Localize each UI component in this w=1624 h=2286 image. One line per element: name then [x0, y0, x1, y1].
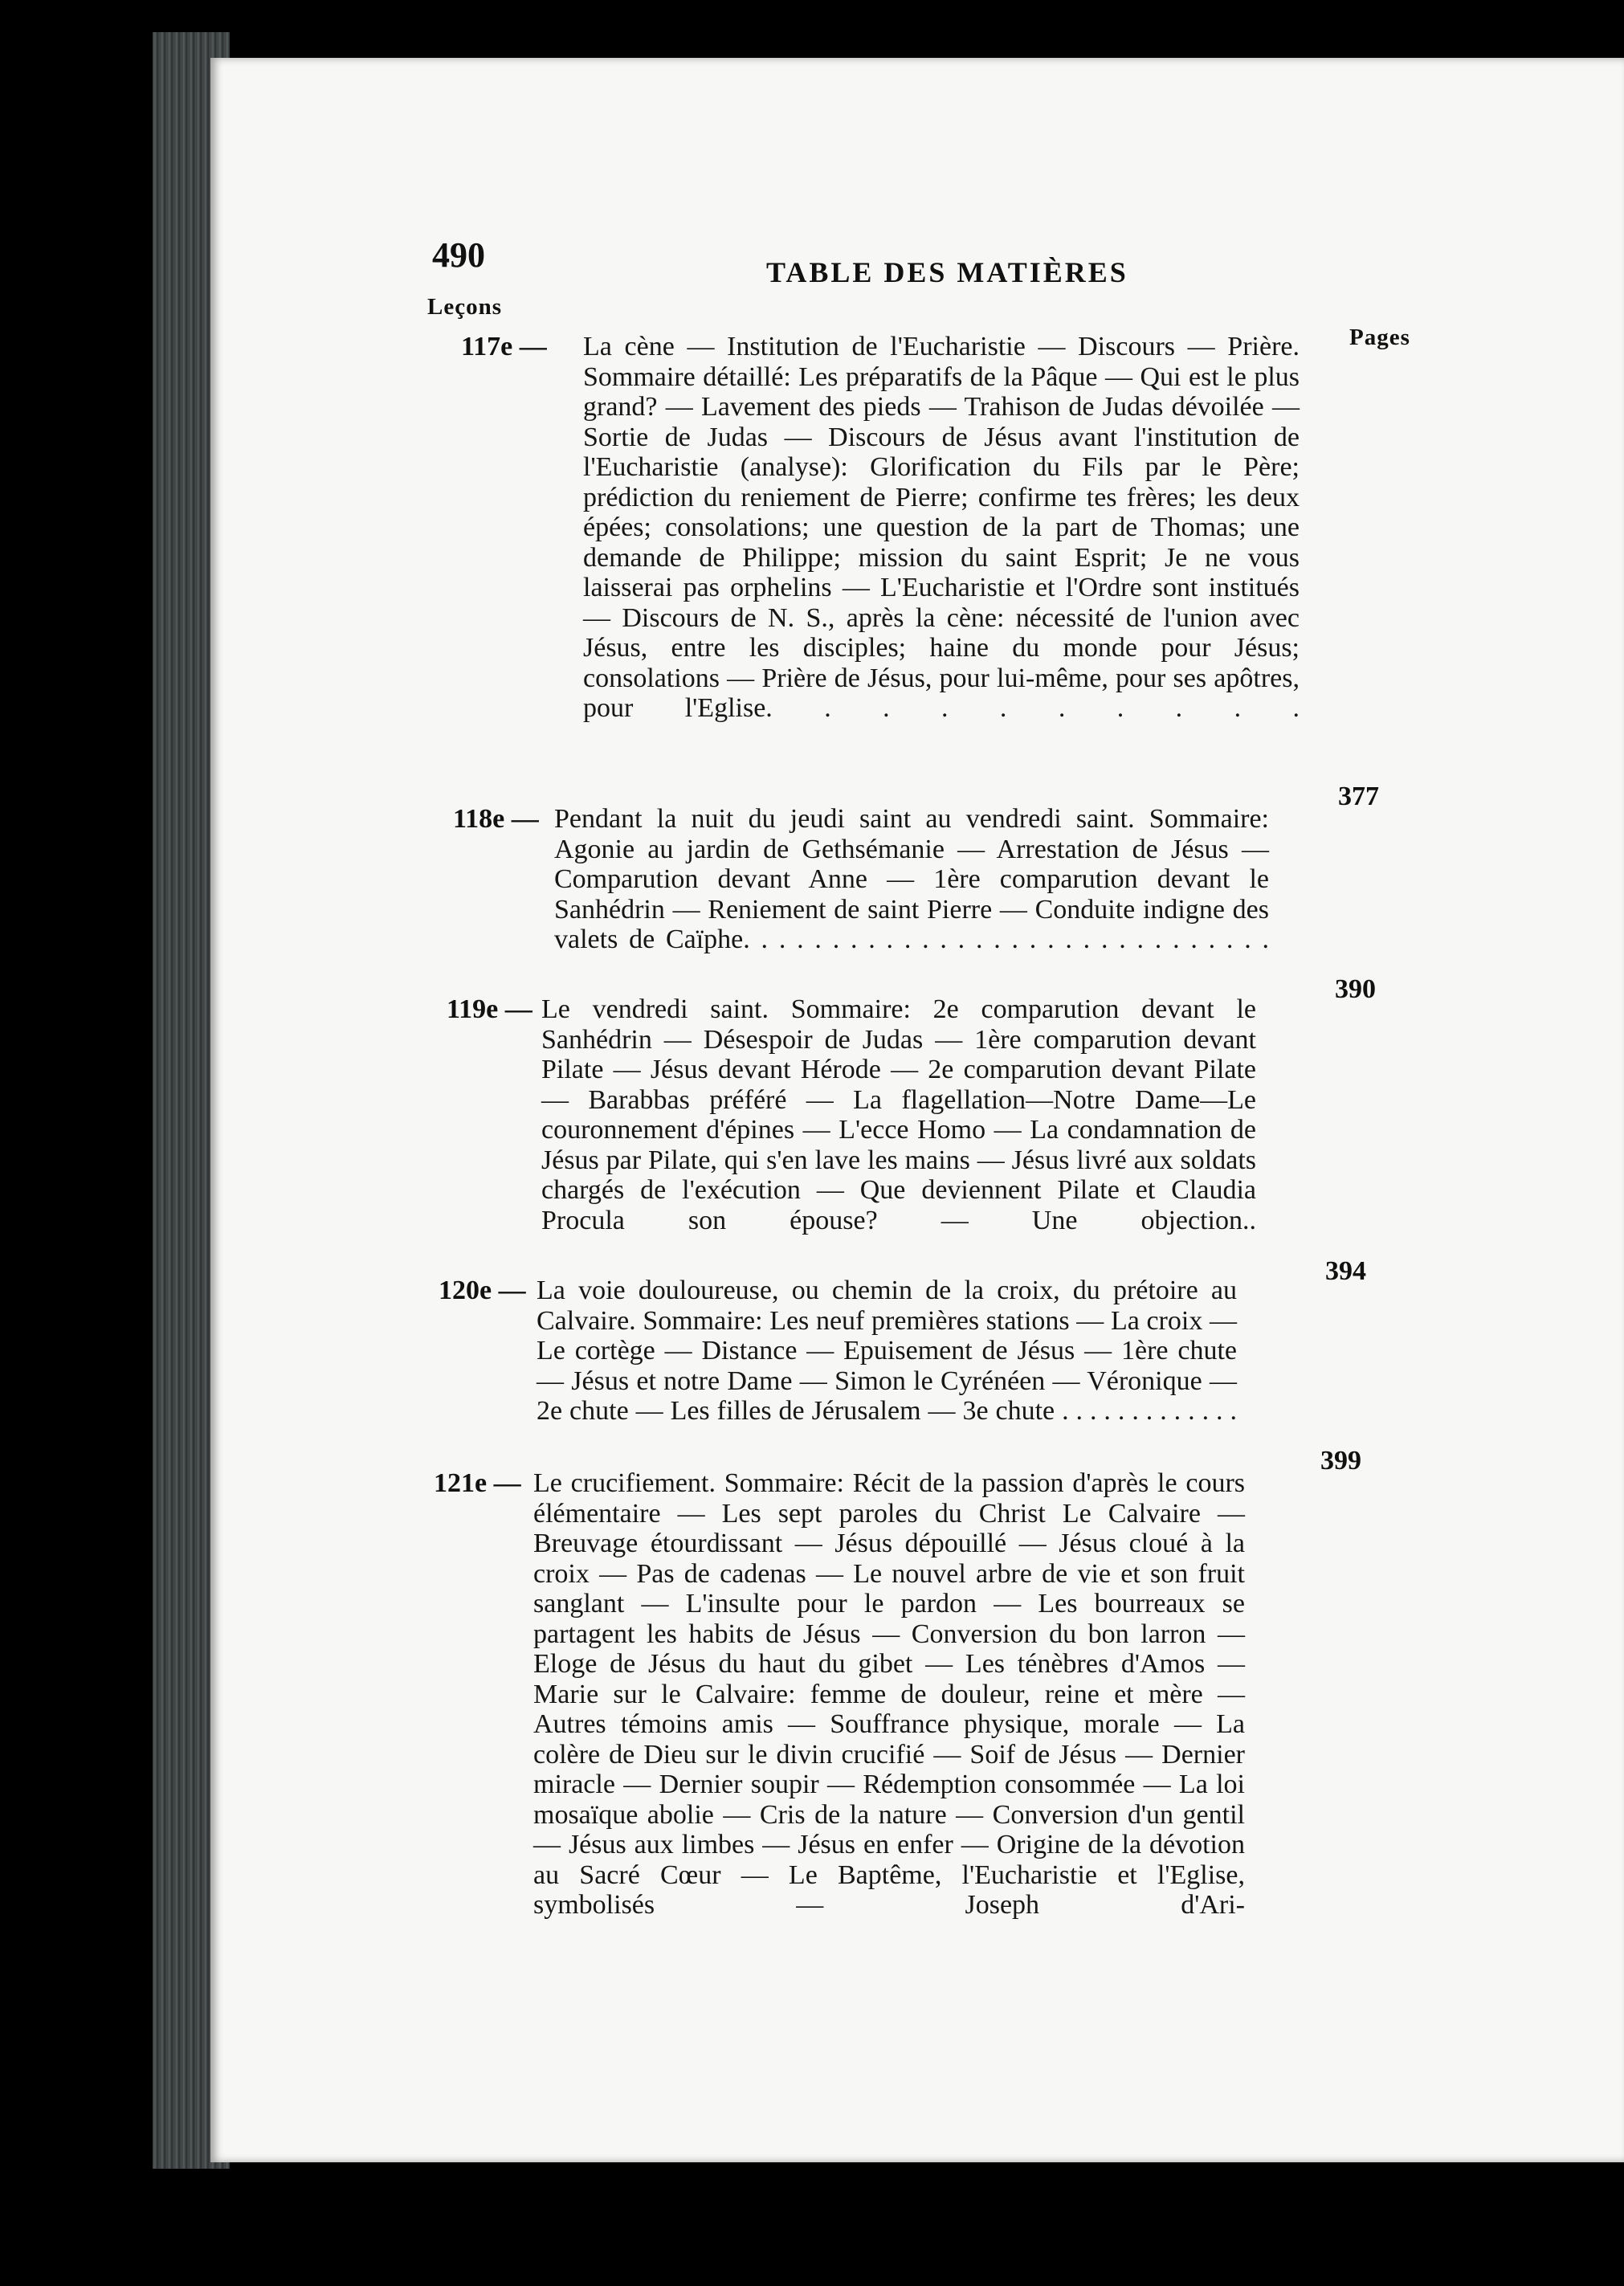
lesson-number: 119e — [447, 994, 532, 1024]
page-reference: 390 [1335, 974, 1376, 1004]
toc-entry-117 [461, 332, 1379, 811]
lesson-number: 120e — [439, 1276, 526, 1305]
toc-entry-118 [453, 804, 1376, 1004]
lesson-number: 117e — [461, 332, 547, 361]
page-number: 490 [432, 235, 485, 275]
toc-entry-120 [439, 1276, 1361, 1476]
entry-description: La cène — Institution de l'Eucharistie — Discours — Prière. Sommaire détaillé: Les préparatifs de la Pâque — Qui est le plus grand? — Lavement des pieds — Trahison de Judas dévoilée — Sortie de Judas — Discours de Jésus avant l'institution de l'Eucharistie (analyse): Glorification du Fils par le Père; prédiction du reniement de Pierre; confirme tes frères; les deux épées; consolations; une question de la part de Thomas; une demande de Philippe; mission du saint Esprit; Je ne vous laisserai pas orphelins — L'Eucharistie et l'Ordre sont institués — Discours de N. S., après la cène: nécessité de l'union avec Jésus, entre les disciples; haine du monde pour Jésus; consolations — Prière de Jésus, pour lui-même, pour ses apôtres, pour l'Eglise. . . . . . . . . . [583, 332, 1300, 723]
entry-description: La voie douloureuse, ou chemin de la croix, du prétoire au Calvaire. Sommaire: Les neuf premières stations — La croix — Le cortège — Distance — Epuisement de Jésus — 1ère chute — Jésus et notre Dame — Simon le Cyrénéen — Véronique — 2e chute — Les filles de Jérusalem — 3e chute . . . . . . . . . . . . . [537, 1276, 1237, 1426]
toc-entry-121 [434, 1468, 1341, 1998]
column-header-pages: Pages [1349, 325, 1410, 350]
entry-description: Le crucifiement. Sommaire: Récit de la passion d'après le cours élémentaire — Les sept paroles du Christ Le Calvaire — Breuvage étourdissant — Jésus dépouillé — Jésus cloué à la croix — Pas de cadenas — Le nouvel arbre de vie et son fruit sanglant — L'insulte pour le pardon — Les bourreaux se partagent les habits de Jésus — Conversion du bon larron — Eloge de Jésus du haut du gibet — Les ténèbres d'Amos — Marie sur le Calvaire: femme de douleur, reine et mère — Autres témoins amis — Souffrance physique, morale — La colère de Dieu sur le divin crucifié — Soif de Jésus — Dernier miracle — Dernier soupir — Rédemption consommée — La loi mosaïque abolie — Cris de la nature — Conversion d'un gentil — Jésus aux limbes — Jésus en enfer — Origine de la dévotion au Sacré Cœur — Le Baptême, l'Eucharistie et l'Eglise, symbolisés — Joseph d'Ari- [533, 1468, 1245, 1920]
page-reference: 377 [1338, 782, 1379, 811]
column-header-lessons: Leçons [427, 294, 502, 320]
page-reference: 394 [1325, 1256, 1366, 1286]
lesson-number: 121e — [434, 1468, 521, 1498]
lesson-number: 118e — [453, 804, 539, 834]
entry-description: Le vendredi saint. Sommaire: 2e comparution devant le Sanhédrin — Désespoir de Judas — 1ère comparution devant Pilate — Jésus devant Hérode — 2e comparution devant Pilate — Barabbas préféré — La flagellation—Notre Dame—Le couronnement d'épines — L'ecce Homo — La condamnation de Jésus par Pilate, qui s'en lave les mains — Jésus livré aux soldats chargés de l'exécution — Que deviennent Pilate et Claudia Procula son épouse? — Une objection.. [541, 994, 1256, 1235]
toc-entry-119 [447, 994, 1366, 1286]
entry-description: Pendant la nuit du jeudi saint au vendredi saint. Sommaire: Agonie au jardin de Gethsémanie — Arrestation de Jésus — Comparution devant Anne — 1ère comparution devant le Sanhédrin — Reniement de saint Pierre — Conduite indigne des valets de Caïphe. . . . . . . . . . . . . . . . . . . . . . . . . . . . . . [554, 804, 1269, 954]
running-title: TABLE DES MATIÈRES [766, 256, 1128, 288]
page-reference: 399 [1320, 1446, 1361, 1476]
